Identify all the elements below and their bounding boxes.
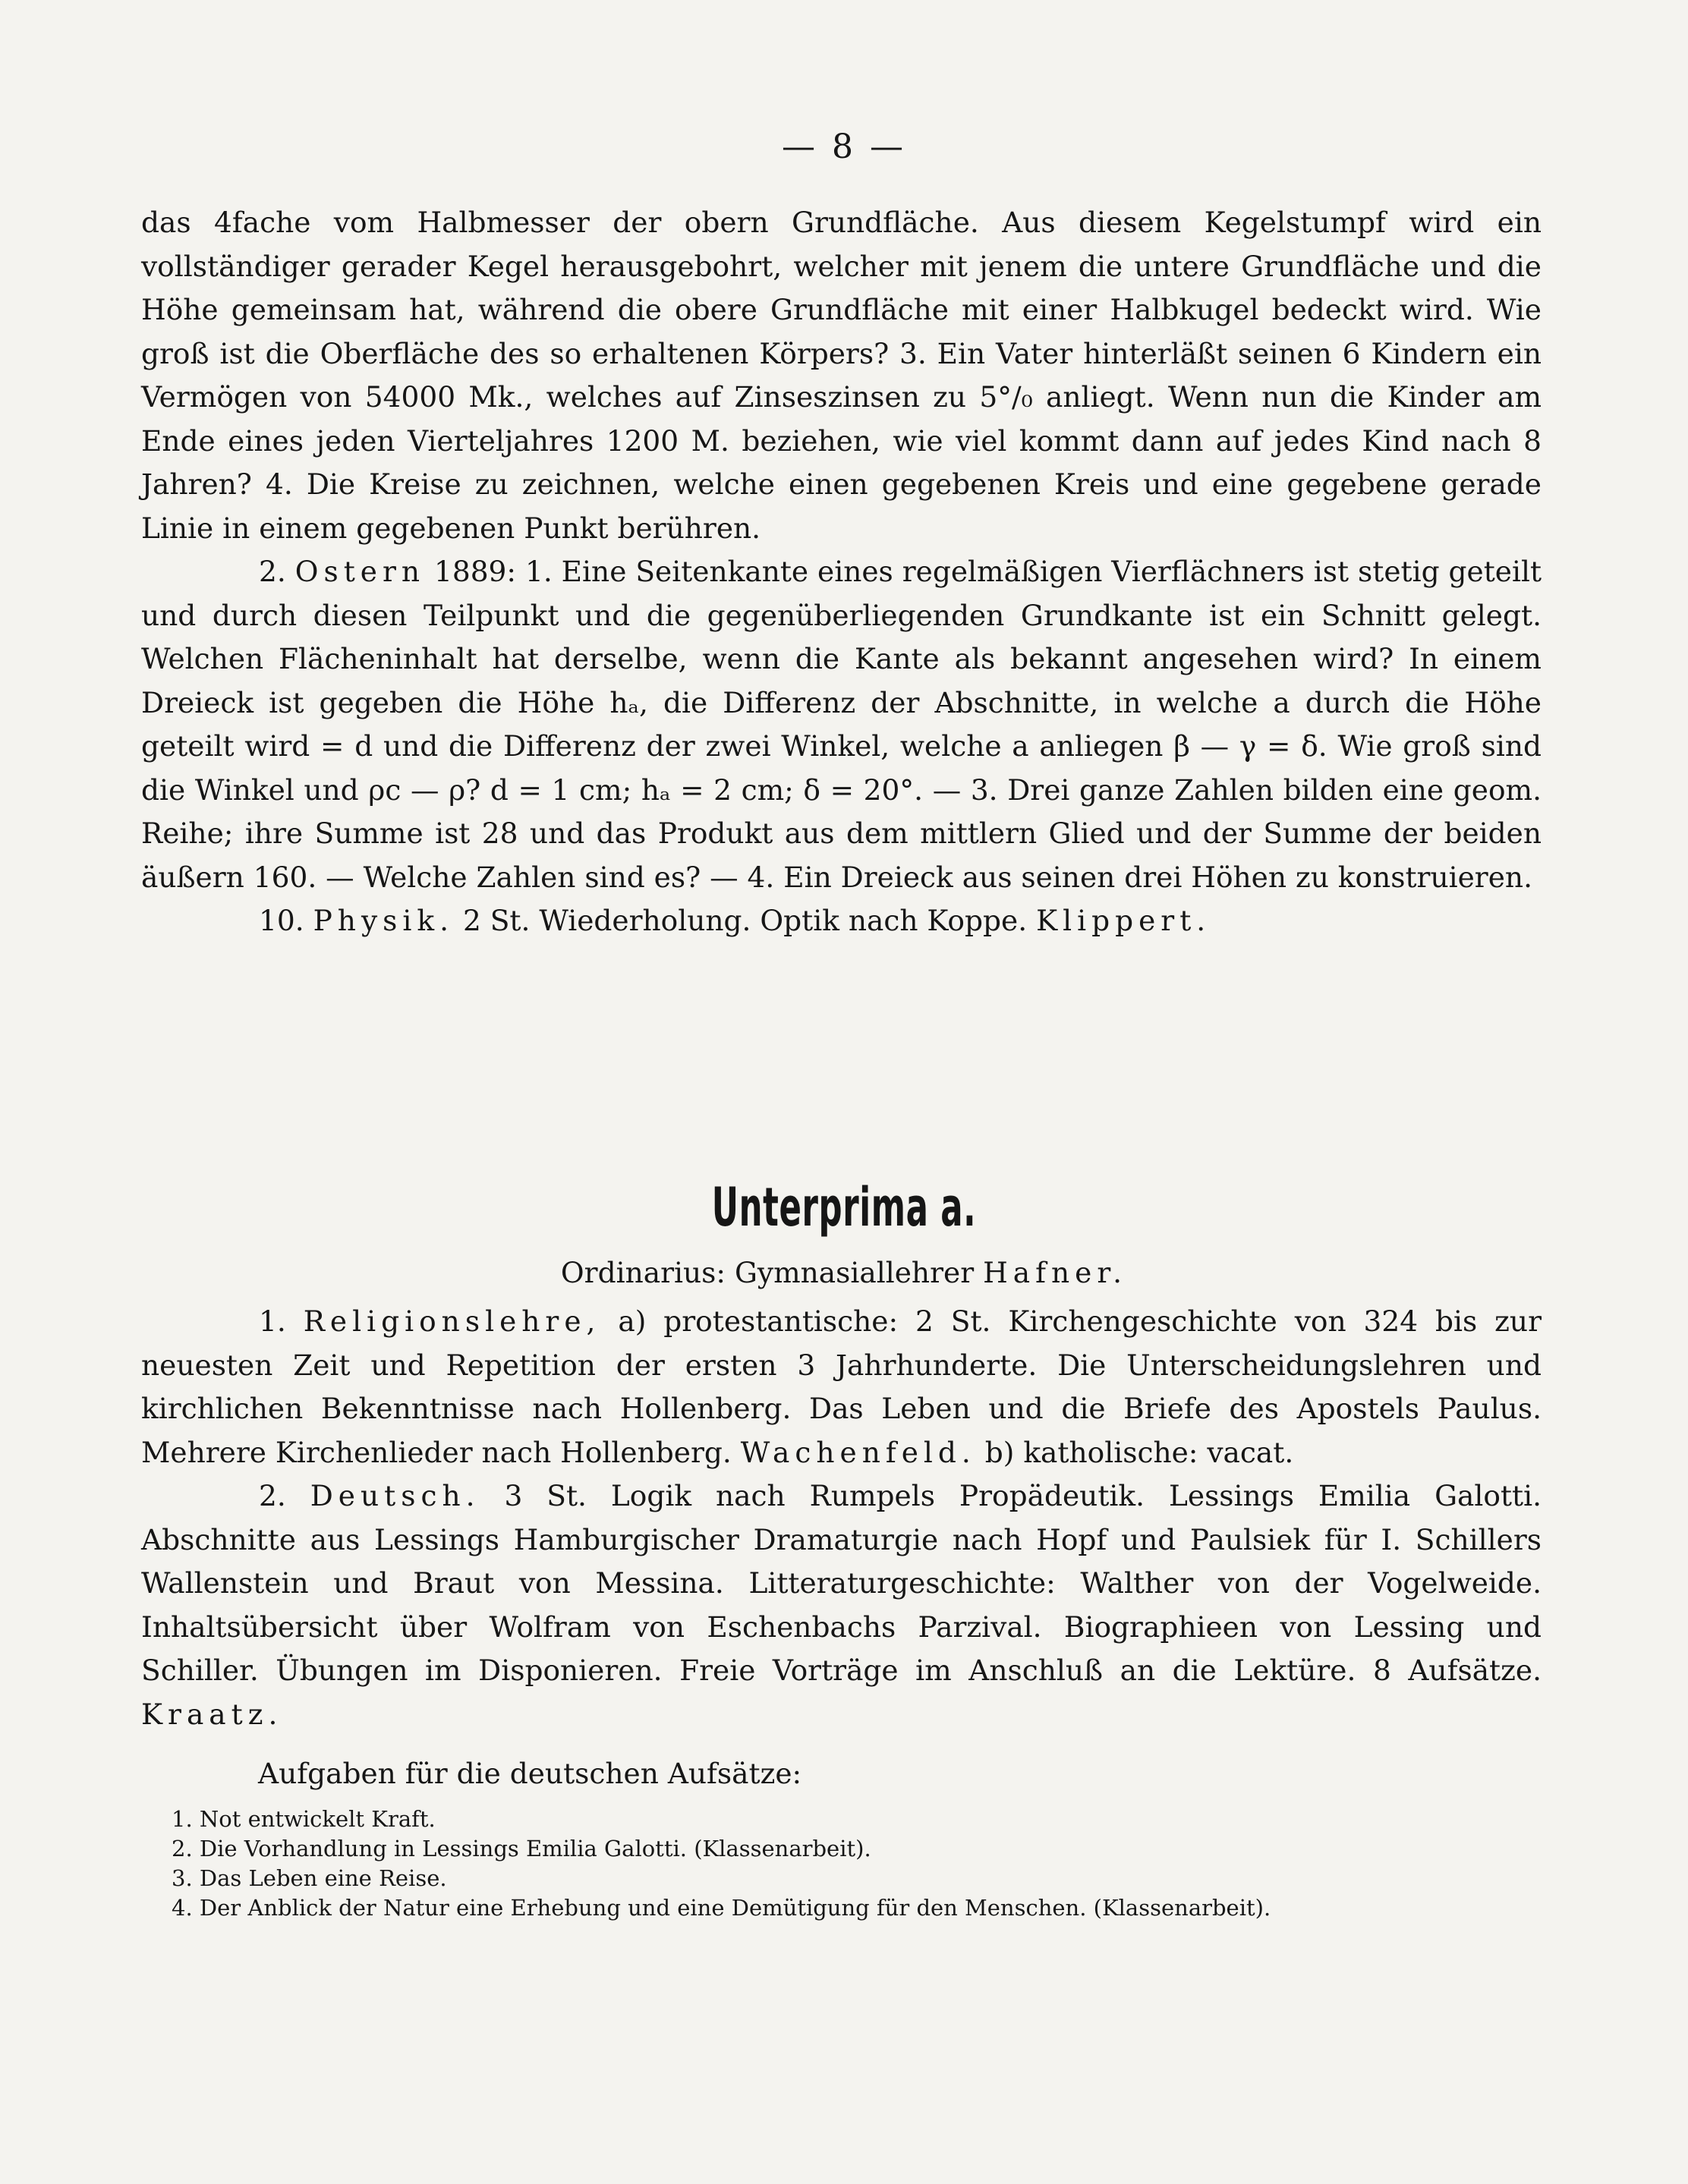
deutsch-label: Deutsch.	[310, 1479, 480, 1512]
list-item: 1. Not entwickelt Kraft.	[172, 1806, 436, 1832]
ostern-paragraph: 2. Ostern 1889: 1. Eine Seitenkante eines regelmäßigen Vierflächners ist stetig geteilt und durch diesen Teilpunkt und die gegenüberliegenden Grundkante ist ein Schnitt gelegt. Welchen Flächeninhalt hat derselbe, wenn die Kante als bekannt angesehen wird? In einem Dreieck ist gegeben die Höhe hₐ, die Differenz der Abschnitte, in welche a durch die Höhe geteilt wird = d und die Differenz der zwei Winkel, welche a anliegen β — γ = δ. Wie groß sind die Winkel und ρc — ρ? d = 1 cm; hₐ = 2 cm; δ = 20°. — 3. Drei ganze Zahlen bilden eine geom. Reihe; ihre Summe ist 28 und das Produkt aus dem mittlern Glied und der Summe der beiden äußern 160. — Welche Zahlen sind es? — 4. Ein Dreieck aus seinen drei Höhen zu konstruieren.	[141, 555, 1542, 894]
essays-title: Aufgaben für die deutschen Aufsätze:	[258, 1757, 802, 1790]
list-item: 3. Das Leben eine Reise.	[172, 1865, 447, 1891]
deutsch-paragraph: 2. Deutsch. 3 St. Logik nach Rumpels Propädeutik. Lessings Emilia Galotti. Abschnitte aus Lessings Hamburgischer Dramaturgie nach Hopf und Paulsiek für I. Schillers Wallenstein und Braut von Messina. Litteraturgeschichte: Walther von der Vogelweide. Inhaltsübersicht über Wolfram von Eschenbachs Parzival. Biographieen von Lessing und Schiller. Übungen im Disponieren. Freie Vorträge im Anschluß an die Lektüre. 8 Aufsätze. Kraatz.	[141, 1479, 1542, 1731]
ostern-label: Ostern	[294, 555, 426, 588]
page-number: — 8 —	[782, 127, 906, 166]
essay-list	[172, 1805, 1271, 1923]
religion-label: Religionslehre,	[303, 1304, 601, 1338]
math-paragraph: das 4fache vom Halbmesser der obern Grundfläche. Aus diesem Kegelstumpf wird ein vollständiger gerader Kegel herausgebohrt, welcher mit jenem die untere Grundfläche und die Höhe gemeinsam hat, während die obere Grundfläche mit einer Halbkugel bedeckt wird. Wie groß ist die Oberfläche des so erhaltenen Körpers? 3. Ein Vater hinterläßt seinen 6 Kindern ein Vermögen von 54000 Mk., welches auf Zinseszinsen zu 5°/₀ anliegt. Wenn nun die Kinder am Ende eines jeden Vierteljahres 1200 M. beziehen, wie viel kommt dann auf jedes Kind nach 8 Jahren? 4. Die Kreise zu zeichnen, welche einen gegebenen Kreis und eine gegebene gerade Linie in einem gegebenen Punkt berühren.	[141, 206, 1542, 545]
physik-paragraph: 10. Physik. 2 St. Wiederholung. Optik nach Koppe. Klippert.	[259, 904, 1211, 937]
religion-paragraph: 1. Religionslehre, a) protestantische: 2 St. Kirchengeschichte von 324 bis zur neuesten Zeit und Repetition der ersten 3 Jahrhunderte. Die Unterscheidungslehren und kirchlichen Bekenntnisse nach Hollenberg. Das Leben und die Briefe des Apostels Paulus. Mehrere Kirchenlieder nach Hollenberg. Wachenfeld. b) katholische: vacat.	[141, 1304, 1542, 1469]
deutsch-teacher: Kraatz.	[141, 1697, 283, 1731]
list-item: 2. Die Vorhandlung in Lessings Emilia Galotti. (Klassenarbeit).	[172, 1836, 871, 1861]
list-item: 4. Der Anblick der Natur eine Erhebung und eine Demütigung für den Menschen. (Klassenarbeit).	[172, 1895, 1271, 1921]
ordinarius-name: Hafner.	[983, 1256, 1128, 1289]
math-section	[141, 201, 1542, 943]
ordinarius-line: Ordinarius: Gymnasiallehrer Hafner.	[560, 1256, 1128, 1289]
physik-teacher: Klippert.	[1036, 904, 1211, 937]
religion-teacher: Wachenfeld.	[740, 1435, 976, 1469]
section-heading: Unterprima a.	[711, 1176, 977, 1238]
physik-label: Physik.	[313, 904, 455, 937]
unterprima-section	[141, 1300, 1542, 1736]
